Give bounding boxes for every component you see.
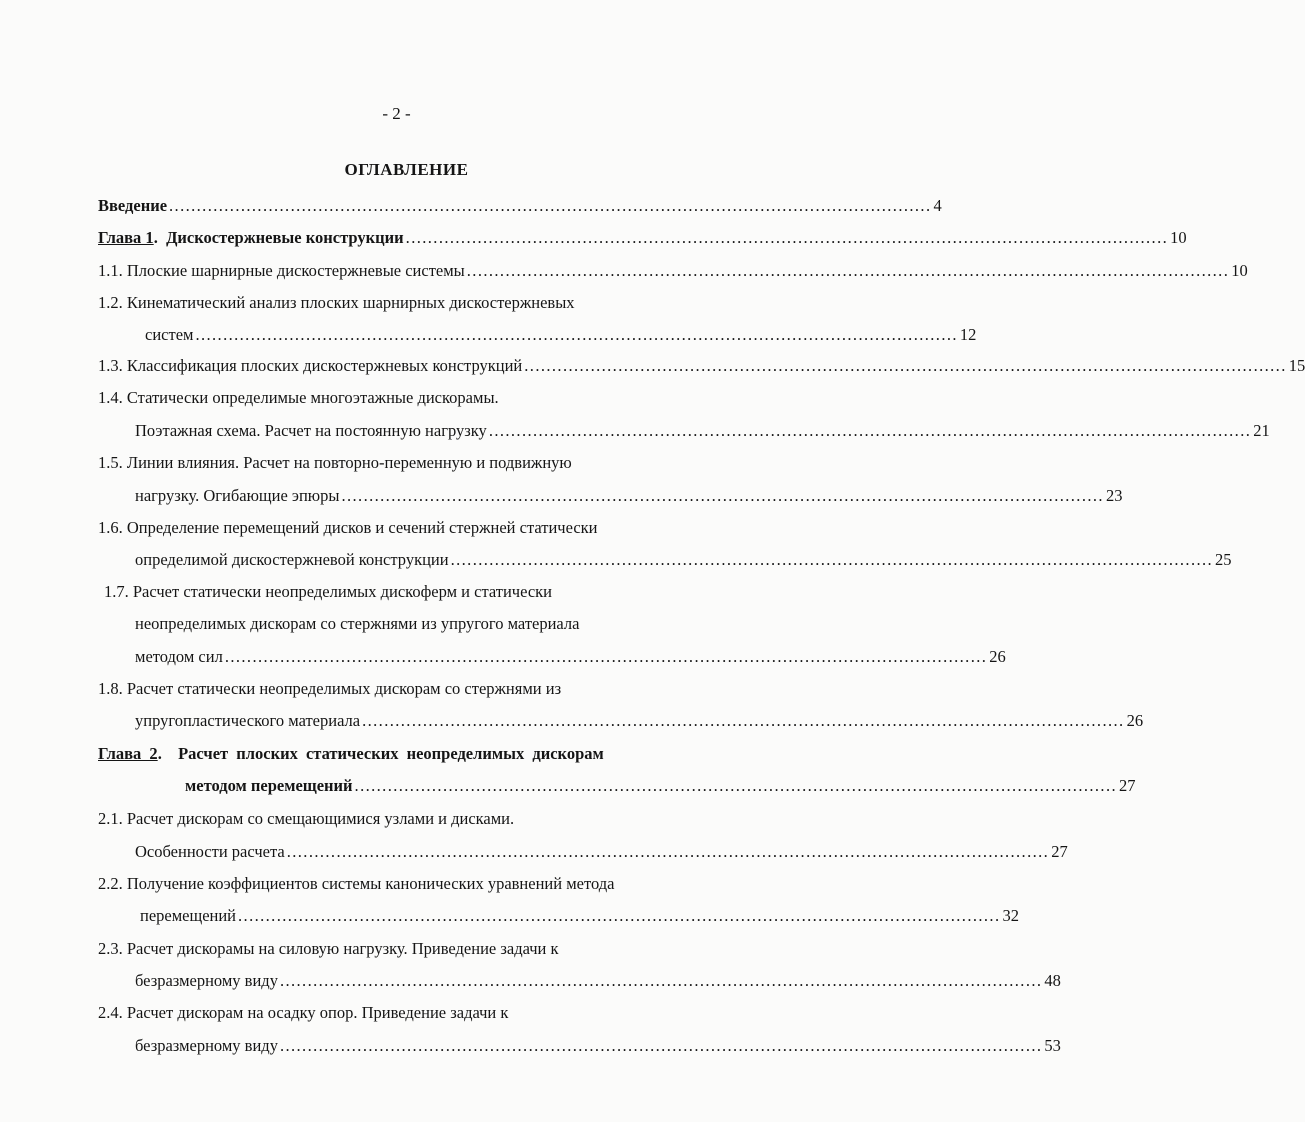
toc-text: методом сил [135, 647, 223, 666]
toc-entry-1-7-line2: неопределимых дискорам со стержнями из упругого материала [135, 614, 580, 633]
dot-leader: .......................................................................................................................................... [279, 1036, 1043, 1055]
dot-leader: .......................................................................................................................................... [524, 356, 1287, 375]
page-number: - 2 - [382, 104, 411, 123]
toc-page: 23 [1105, 486, 1123, 505]
toc-text: Особенности расчета [135, 842, 285, 861]
toc-entry-2-3-line2 [135, 971, 1061, 991]
toc-text: 1.3. Классификация плоских дискостержневых конструкций [98, 356, 523, 375]
toc-entry-chapter-2-line1 [98, 744, 604, 764]
toc-page: 10 [1231, 261, 1248, 280]
toc-text: безразмерному виду [135, 971, 278, 990]
toc-text: определимой дискостержневой конструкции [135, 550, 449, 569]
toc-entry-2-4-line2 [135, 1036, 1061, 1056]
dot-leader: .......................................................................................................................................... [488, 421, 1252, 440]
toc-entry-2-2-line2 [140, 906, 1019, 926]
toc-text: Введение [98, 196, 168, 215]
toc-entry-1-6-line2 [135, 550, 1232, 570]
chapter-sep: . [157, 744, 162, 763]
chapter-label: Глава 1 [98, 228, 154, 247]
chapter-sep: . [153, 228, 158, 247]
chapter-title: Дискостержневые конструкции [166, 228, 404, 247]
toc-entry-1-3 [98, 356, 1305, 376]
toc-entry-1-5-line2 [135, 486, 1123, 506]
toc-entry-1-4-line2 [135, 421, 1270, 441]
toc-entry-1-4-line1: 1.4. Статически определимые многоэтажные дискорамы. [98, 388, 499, 407]
toc-text: безразмерному виду [135, 1036, 278, 1055]
toc-page: 48 [1044, 971, 1061, 990]
dot-leader: .......................................................................................................................................... [354, 776, 1117, 795]
dot-leader: .......................................................................................................................................... [279, 971, 1043, 990]
toc-text: перемещений [140, 906, 237, 925]
toc-entry-1-5-line1: 1.5. Линии влияния. Расчет на повторно-переменную и подвижную [98, 453, 572, 472]
dot-leader: .......................................................................................................................................... [238, 906, 1001, 925]
toc-page: 12 [959, 325, 977, 344]
dot-leader: .......................................................................................................................................... [169, 196, 932, 215]
toc-text: методом перемещений [185, 776, 353, 795]
toc-chapter-heading [98, 228, 404, 248]
dot-leader: .......................................................................................................................................... [286, 842, 1050, 861]
dot-leader: .......................................................................................................................................... [195, 325, 958, 344]
toc-entry-intro [98, 196, 942, 216]
toc-entry-1-8-line2 [135, 711, 1144, 731]
toc-entry-1-2-line2 [145, 325, 977, 345]
toc-page: 26 [1126, 711, 1144, 730]
toc-entry-1-7-line1: 1.7. Расчет статически неопределимых дискоферм и статически [104, 582, 552, 601]
toc-text: 1.1. Плоские шарнирные дискостержневые системы [98, 261, 465, 280]
dot-leader: .......................................................................................................................................... [450, 550, 1214, 569]
toc-entry-chapter-2-line2 [185, 776, 1136, 796]
dot-leader: .......................................................................................................................................... [341, 486, 1104, 505]
toc-page: 26 [989, 647, 1006, 666]
toc-entry-1-6-line1: 1.6. Определение перемещений дисков и сечений стержней статически [98, 518, 598, 537]
toc-page: 4 [933, 196, 942, 215]
toc-entry-2-4-line1: 2.4. Расчет дискорам на осадку опор. Приведение задачи к [98, 1003, 509, 1022]
toc-page: 21 [1253, 421, 1270, 440]
toc-page: 25 [1215, 550, 1232, 569]
dot-leader: .......................................................................................................................................... [362, 711, 1125, 730]
toc-entry-1-1 [98, 261, 1248, 281]
dot-leader: .......................................................................................................................................... [405, 228, 1169, 247]
toc-entry-2-1-line1: 2.1. Расчет дискорам со смещающимися узлами и дисками. [98, 809, 515, 828]
toc-entry-1-8-line1: 1.8. Расчет статически неопределимых дискорам со стержнями из [98, 679, 562, 698]
toc-entry-2-3-line1: 2.3. Расчет дискорамы на силовую нагрузку. Приведение задачи к [98, 939, 559, 958]
toc-page: 53 [1044, 1036, 1061, 1055]
page-title: ОГЛАВЛЕНИЕ [344, 160, 469, 179]
toc-text: систем [145, 325, 194, 344]
toc-text: нагрузку. Огибающие эпюры [135, 486, 340, 505]
toc-entry-1-7-line3 [135, 647, 1006, 667]
toc-entry-2-2-line1: 2.2. Получение коэффициентов системы канонических уравнений метода [98, 874, 615, 893]
chapter-title: Расчет плоских статических неопределимых дискорам [178, 744, 604, 763]
toc-text: упругопластического материала [135, 711, 361, 730]
toc-page: 32 [1002, 906, 1019, 925]
toc-entry-chapter-1 [98, 228, 1187, 248]
toc-entry-2-1-line2 [135, 842, 1068, 862]
toc-page: 27 [1051, 842, 1068, 861]
chapter-label: Глава 2 [98, 744, 158, 763]
toc-page: 27 [1119, 776, 1136, 795]
toc-text: Поэтажная схема. Расчет на постоянную нагрузку [135, 421, 487, 440]
dot-leader: .......................................................................................................................................... [466, 261, 1230, 280]
toc-entry-1-2-line1: 1.2. Кинематический анализ плоских шарнирных дискостержневых [98, 293, 575, 312]
dot-leader: .......................................................................................................................................... [224, 647, 988, 666]
toc-page: 10 [1170, 228, 1187, 247]
toc-page: 15 [1288, 356, 1305, 375]
